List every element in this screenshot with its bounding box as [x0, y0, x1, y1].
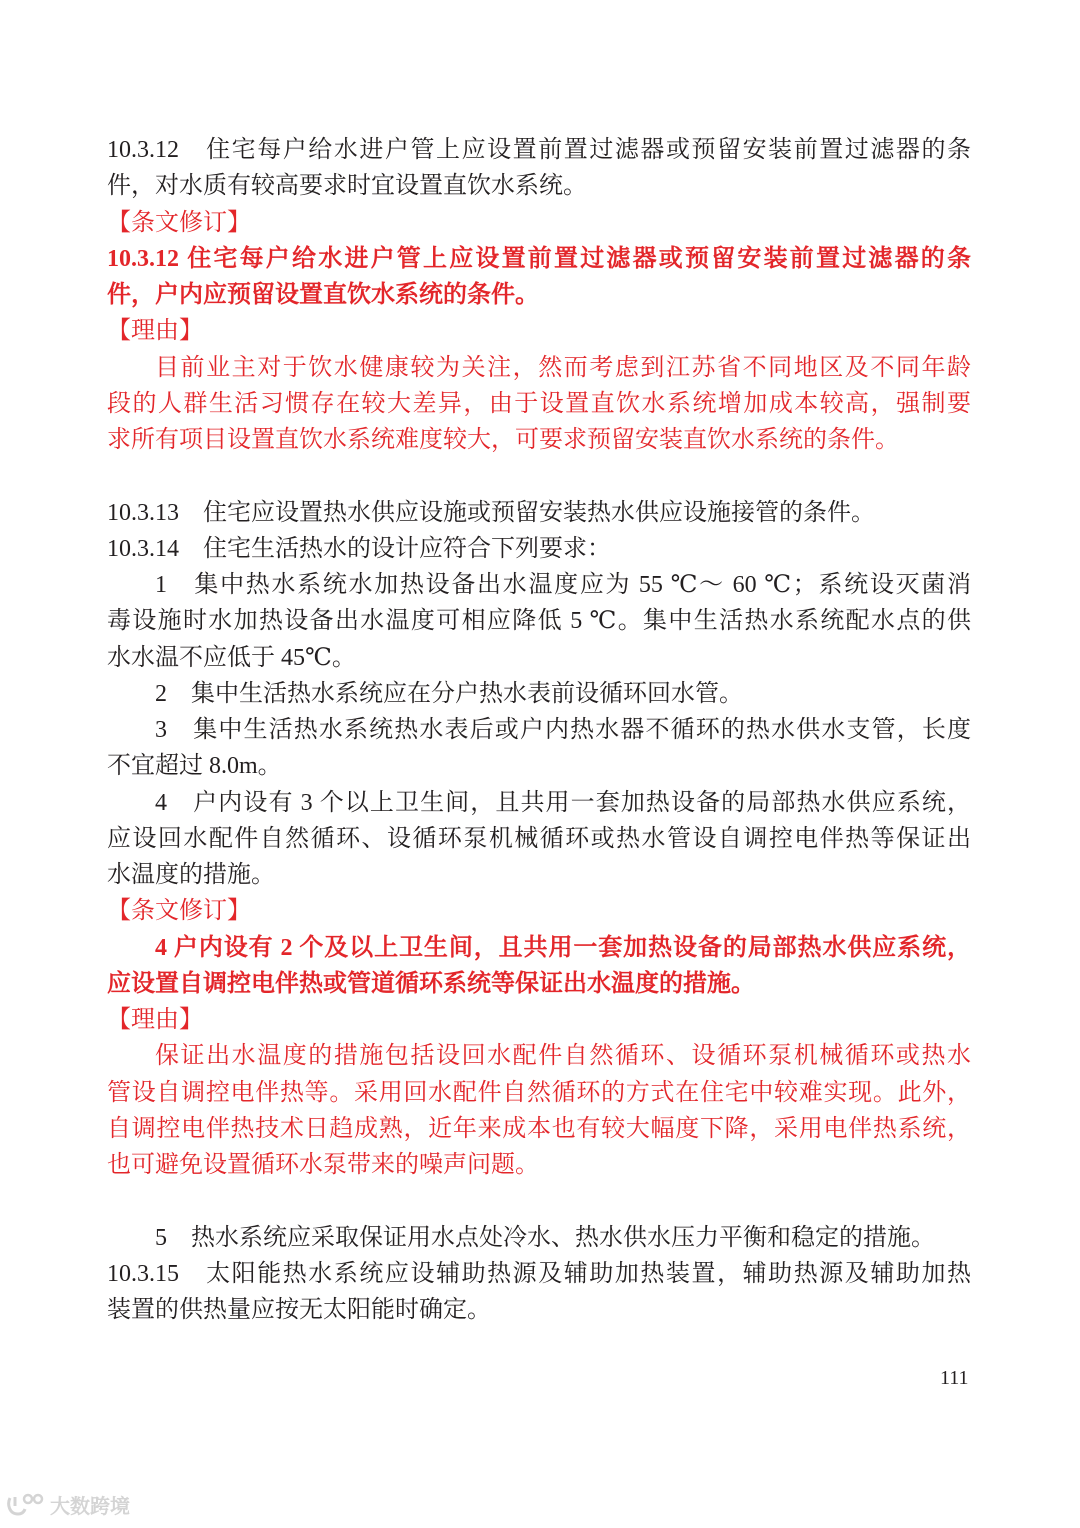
- blank: [107, 1183, 971, 1219]
- clause-10-3-15: [107, 1256, 971, 1329]
- text-line: 保证出水温度的措施包括设回水配件自然循环、设循环泵机械循环或热水: [155, 1043, 971, 1070]
- clause-10-3-14-item-5: [107, 1220, 971, 1256]
- text-line: 10.3.12 住宅每户给水进户管上应设置前置过滤器或预留安装前置过滤器的条: [107, 245, 971, 272]
- text-line: 10.3.14 住宅生活热水的设计应符合下列要求：: [107, 535, 611, 562]
- text-line: 求所有项目设置直饮水系统难度较大，可要求预留安装直饮水系统的条件。: [107, 427, 899, 453]
- reason-paragraph: [107, 350, 971, 459]
- text-line: 段的人群生活习惯存在较大差异，由于设置直饮水系统增加成本较高，强制要: [107, 390, 971, 417]
- text-line: 【条文修订】: [107, 209, 251, 236]
- reason-paragraph: [107, 1038, 971, 1183]
- page-number: 111: [940, 1367, 969, 1389]
- blank: [107, 458, 971, 494]
- watermark-text: 大数跨境: [50, 1494, 130, 1518]
- text-line: 4 户内设有 2 个及以上卫生间，且共用一套加热设备的局部热水供应系统，: [155, 934, 971, 961]
- revision-heading: [107, 205, 971, 241]
- text-line: 3 集中生活热水系统热水表后或户内热水器不循环的热水供水支管，长度: [155, 717, 971, 743]
- text-line: 2 集中生活热水系统应在分户热水表前设循环回水管。: [155, 680, 743, 707]
- clause-10-3-14-item-4: [107, 785, 971, 894]
- text-line: 毒设施时水加热设备出水温度可相应降低 5 ℃。集中生活热水系统配水点的供: [107, 608, 971, 635]
- watermark: [6, 1490, 130, 1519]
- text-line: 目前业主对于饮水健康较为关注，然而考虑到江苏省不同地区及不同年龄: [155, 354, 971, 381]
- text-line: 【条文修订】: [107, 898, 251, 925]
- text-line: 也可避免设置循环水泵带来的噪声问题。: [107, 1152, 539, 1178]
- brand-logo-icon: [6, 1492, 46, 1518]
- text-line: 10.3.15 太阳能热水系统应设辅助热源及辅助加热装置，辅助热源及辅助加热: [107, 1260, 971, 1287]
- text-line: 不宜超过 8.0m。: [107, 753, 282, 780]
- text-line: 水温度的措施。: [107, 862, 275, 888]
- text-line: 装置的供热量应按无太阳能时确定。: [107, 1297, 491, 1323]
- text-line: 【理由】: [107, 1007, 203, 1033]
- revision-heading: [107, 893, 971, 929]
- clause-10-3-13: [107, 495, 971, 531]
- text-line: 5 热水系统应采取保证用水点处冷水、热水供水压力平衡和稳定的措施。: [155, 1224, 935, 1251]
- clause-10-3-14-item-3: [107, 712, 971, 785]
- clause-10-3-14-item-1: [107, 567, 971, 676]
- reason-heading: [107, 1002, 971, 1038]
- text-line: 10.3.12 住宅每户给水进户管上应设置前置过滤器或预留安装前置过滤器的条: [107, 137, 971, 163]
- text-line: 1 集中热水系统水加热设备出水温度应为 55 ℃～ 60 ℃；系统设灭菌消: [155, 572, 971, 598]
- reason-heading: [107, 313, 971, 349]
- text-line: 【理由】: [107, 318, 203, 345]
- text-line: 件，对水质有较高要求时宜设置直饮水系统。: [107, 173, 587, 200]
- text-line: 管设自调控电伴热等。采用回水配件自然循环的方式在住宅中较难实现。此外，: [107, 1079, 971, 1106]
- text-line: 自调控电伴热技术日趋成熟，近年来成本也有较大幅度下降，采用电伴热系统，: [107, 1115, 971, 1142]
- text-line: 件，户内应预留设置直饮水系统的条件。: [107, 282, 539, 308]
- revised-clause-10-3-12: [107, 241, 971, 314]
- text-line: 应设回水配件自然循环、设循环泵机械循环或热水管设自调控电伴热等保证出: [107, 825, 971, 852]
- text-line: 水水温不应低于 45℃。: [107, 644, 356, 671]
- clause-10-3-12: [107, 132, 971, 205]
- revised-item-4: [107, 930, 971, 1003]
- text-line: 应设置自调控电伴热或管道循环系统等保证出水温度的措施。: [107, 970, 755, 997]
- document-body: [107, 132, 971, 1328]
- clause-10-3-14: [107, 531, 971, 567]
- text-line: 4 户内设有 3 个以上卫生间，且共用一套加热设备的局部热水供应系统，: [155, 789, 971, 816]
- clause-10-3-14-item-2: [107, 676, 971, 712]
- text-line: 10.3.13 住宅应设置热水供应设施或预留安装热水供应设施接管的条件。: [107, 499, 875, 526]
